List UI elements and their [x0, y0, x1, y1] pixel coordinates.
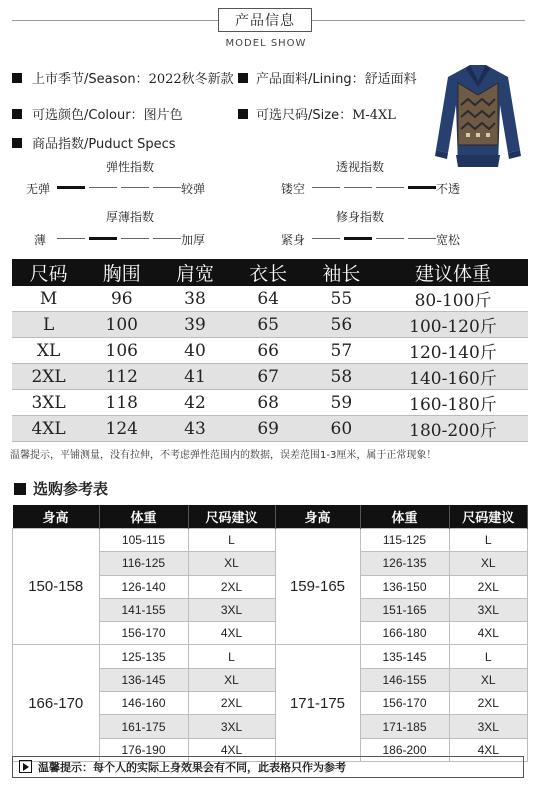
col-header: 尺码建议 — [188, 505, 275, 529]
guide-table-cell: 2XL — [188, 692, 275, 715]
size-table-cell: 100-120斤 — [378, 312, 528, 338]
product-sweater-image — [428, 55, 528, 175]
guide-table-cell: 4XL — [449, 738, 528, 761]
scale-segment — [89, 237, 117, 240]
size-table-cell: 69 — [232, 416, 305, 442]
col-header: 胸围 — [85, 259, 158, 286]
scale-segment — [376, 187, 404, 188]
size-table-cell: 160-180斤 — [378, 390, 528, 416]
col-header: 肩宽 — [158, 259, 231, 286]
guide-table-cell: 171-175 — [275, 645, 360, 761]
size-table-cell: 56 — [305, 312, 378, 338]
guide-table-cell: 2XL — [449, 575, 528, 598]
col-header: 袖长 — [305, 259, 378, 286]
size-table-cell: 38 — [158, 286, 231, 312]
size-table-cell: 42 — [158, 390, 231, 416]
col-header: 尺码建议 — [449, 505, 528, 529]
bullet-square-icon — [12, 109, 22, 119]
guide-table-row — [13, 645, 528, 668]
guide-table-cell: 4XL — [449, 622, 528, 645]
guide-table-cell: 135-145 — [360, 645, 449, 668]
transparency-title: 透视指数 — [335, 160, 384, 174]
scale-segment — [344, 237, 372, 240]
col-header: 体重 — [99, 505, 188, 529]
size-table-cell: 68 — [232, 390, 305, 416]
size-table-cell: 55 — [305, 286, 378, 312]
guide-table-cell: L — [449, 529, 528, 552]
header-rule-left — [12, 20, 218, 21]
size-table-cell: 96 — [85, 286, 158, 312]
guide-table-cell: 2XL — [449, 692, 528, 715]
guide-table-cell: 156-170 — [99, 622, 188, 645]
guide-table-cell: 2XL — [188, 575, 275, 598]
guide-table-cell: 166-180 — [360, 622, 449, 645]
size-table-cell: 64 — [232, 286, 305, 312]
size-table-row — [12, 286, 528, 312]
guide-table-cell: 151-165 — [360, 598, 449, 621]
size-table-cell: M — [12, 286, 85, 312]
elasticity-right-label: 较弹 — [181, 182, 206, 196]
size-table-cell: 112 — [85, 364, 158, 390]
size-table-row — [12, 312, 528, 338]
guide-table-cell: 116-125 — [99, 552, 188, 575]
guide-table-cell: 150-158 — [13, 529, 100, 645]
guide-table-cell: 3XL — [449, 715, 528, 738]
guide-table-row — [13, 529, 528, 552]
guide-table-cell: 146-160 — [99, 692, 188, 715]
fabric-info: 产品面料/Lining：舒适面料 — [256, 72, 417, 87]
specs-heading: 商品指数/Puduct Specs — [32, 137, 176, 152]
scale-segment — [408, 186, 436, 189]
guide-table-cell: L — [188, 529, 275, 552]
guide-table-cell: 141-155 — [99, 598, 188, 621]
elasticity-title: 弹性指数 — [105, 160, 154, 174]
size-table-cell: XL — [12, 338, 85, 364]
col-header: 身高 — [13, 505, 100, 529]
size-table-cell: 67 — [232, 364, 305, 390]
size-table-cell: 59 — [305, 390, 378, 416]
thickness-left-label: 薄 — [34, 233, 47, 247]
size-table-cell: 4XL — [12, 416, 85, 442]
bullet-square-icon — [14, 483, 26, 495]
size-table-cell: 60 — [305, 416, 378, 442]
scale-segment — [89, 187, 117, 188]
guide-table-cell: 115-125 — [360, 529, 449, 552]
guide-table-cell: 156-170 — [360, 692, 449, 715]
size-table-cell: 180-200斤 — [378, 416, 528, 442]
guide-table-cell: 159-165 — [275, 529, 360, 645]
size-table-cell: 43 — [158, 416, 231, 442]
guide-table-cell: XL — [188, 552, 275, 575]
size-table-cell: 3XL — [12, 390, 85, 416]
size-table-cell: 106 — [85, 338, 158, 364]
scale-segment — [153, 187, 181, 188]
color-info: 可选颜色/Colour：图片色 — [32, 108, 183, 123]
size-table-cell: 140-160斤 — [378, 364, 528, 390]
col-header: 建议体重 — [378, 259, 528, 286]
size-table-cell: 80-100斤 — [378, 286, 528, 312]
guide-table-cell: 136-145 — [99, 668, 188, 691]
scale-segment — [121, 187, 149, 188]
guide-table-cell: XL — [188, 668, 275, 691]
scale-segment — [57, 238, 85, 239]
size-table-row — [12, 390, 528, 416]
guide-table-cell: XL — [449, 552, 528, 575]
bullet-square-icon — [12, 138, 22, 148]
measurement-note: 温馨提示，平铺测量，没有拉伸，不考虑弹性范围内的数据，误差范围1-3厘米，属于正常现象！ — [10, 450, 437, 461]
header-rule-right — [312, 20, 525, 21]
size-table — [12, 259, 528, 442]
scale-segment — [312, 238, 340, 239]
size-table-cell: 40 — [158, 338, 231, 364]
page-subtitle: MODEL SHOW — [225, 38, 307, 49]
size-table-cell: 124 — [85, 416, 158, 442]
size-table-cell: 66 — [232, 338, 305, 364]
guide-table-cell: 3XL — [188, 715, 275, 738]
size-table-header — [12, 259, 528, 286]
size-table-cell: 65 — [232, 312, 305, 338]
size-table-cell: 41 — [158, 364, 231, 390]
scale-segment — [376, 238, 404, 239]
guide-table-cell: 4XL — [188, 738, 275, 761]
transparency-left-label: 镂空 — [281, 182, 306, 196]
fit-right-label: 宽松 — [436, 233, 461, 247]
size-table-cell: 118 — [85, 390, 158, 416]
guide-table-cell: 3XL — [188, 598, 275, 621]
elasticity-left-label: 无弹 — [26, 182, 51, 196]
size-table-cell: 39 — [158, 312, 231, 338]
col-header: 尺码 — [12, 259, 85, 286]
fit-left-label: 紧身 — [281, 233, 306, 247]
guide-table-cell: 126-135 — [360, 552, 449, 575]
bullet-square-icon — [12, 73, 22, 83]
col-header: 身高 — [275, 505, 360, 529]
play-triangle-icon — [19, 760, 32, 773]
scale-segment — [153, 238, 181, 239]
guide-table-cell: L — [449, 645, 528, 668]
page-title: 产品信息 — [235, 13, 295, 29]
size-table-cell: L — [12, 312, 85, 338]
size-table-row — [12, 364, 528, 390]
size-table-cell: 2XL — [12, 364, 85, 390]
guide-table-cell: 136-150 — [360, 575, 449, 598]
size-info: 可选尺码/Size：M-4XL — [256, 108, 396, 123]
scale-segment — [312, 187, 340, 188]
guide-table — [12, 505, 528, 762]
guide-title: 选购参考表 — [33, 480, 109, 498]
col-header: 体重 — [360, 505, 449, 529]
guide-table-cell: 161-175 — [99, 715, 188, 738]
guide-table-cell: 171-185 — [360, 715, 449, 738]
size-table-cell: 57 — [305, 338, 378, 364]
guide-table-cell: 105-115 — [99, 529, 188, 552]
guide-table-cell: 166-170 — [13, 645, 100, 761]
size-table-row — [12, 338, 528, 364]
guide-table-cell: XL — [449, 668, 528, 691]
guide-table-header — [13, 505, 528, 529]
size-table-cell: 100 — [85, 312, 158, 338]
guide-table-cell: L — [188, 645, 275, 668]
transparency-right-label: 不透 — [436, 182, 461, 196]
fit-title: 修身指数 — [335, 210, 384, 224]
guide-table-cell: 126-140 — [99, 575, 188, 598]
bullet-square-icon — [238, 73, 248, 83]
bottom-note: 温馨提示：每个人的实际上身效果会有不同，此表格只作为参考 — [38, 761, 346, 774]
guide-table-cell: 3XL — [449, 598, 528, 621]
season-info: 上市季节/Season：2022秋冬新款 — [32, 72, 234, 87]
thickness-right-label: 加厚 — [181, 233, 206, 247]
size-table-row — [12, 416, 528, 442]
bullet-square-icon — [238, 109, 248, 119]
guide-table-cell: 146-155 — [360, 668, 449, 691]
scale-segment — [57, 186, 85, 189]
thickness-title: 厚薄指数 — [105, 210, 154, 224]
scale-segment — [408, 238, 436, 239]
col-header: 衣长 — [232, 259, 305, 286]
guide-table-cell: 125-135 — [99, 645, 188, 668]
guide-table-cell: 186-200 — [360, 738, 449, 761]
scale-segment — [121, 238, 149, 239]
guide-table-cell: 4XL — [188, 622, 275, 645]
scale-segment — [344, 187, 372, 188]
size-table-cell: 58 — [305, 364, 378, 390]
size-table-cell: 120-140斤 — [378, 338, 528, 364]
guide-table-cell: 176-190 — [99, 738, 188, 761]
